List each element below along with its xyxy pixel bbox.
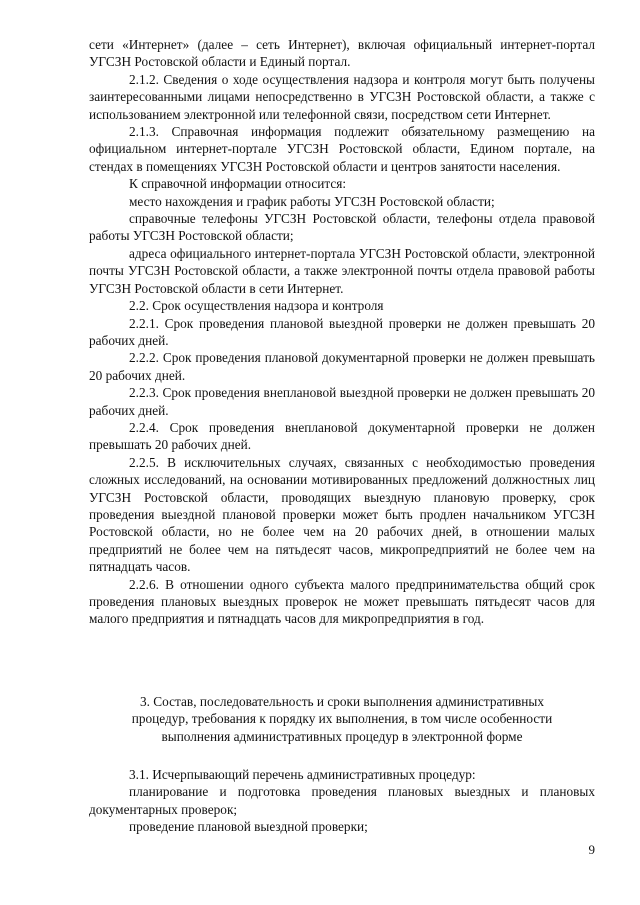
paragraph-location-schedule: место нахождения и график работы УГСЗН Ростовской области; bbox=[129, 193, 495, 209]
section-3-heading-line-2: процедур, требования к порядку их выполнения, в том числе особенности bbox=[131, 711, 553, 727]
paragraph-continuation: сети «Интернет» (далее – сеть Интернет), включая официальный интернет-портал УГСЗН Ростовской области и Единый портал. bbox=[89, 37, 595, 70]
paragraph-2-2: 2.2. Срок осуществления надзора и контроля bbox=[129, 298, 384, 314]
section-3-heading bbox=[89, 693, 595, 745]
document-body bbox=[89, 36, 595, 628]
paragraph-field-inspection: проведение плановой выездной проверки; bbox=[129, 819, 368, 835]
paragraph-2-2-4: 2.2.4. Срок проведения внеплановой документарной проверки не должен превышать 20 рабочих дней. bbox=[89, 419, 595, 453]
paragraph-2-2-1: 2.2.1. Срок проведения плановой выездной проверки не должен превышать 20 рабочих дней. bbox=[89, 315, 595, 348]
paragraph-2-1-2: 2.1.2. Сведения о ходе осуществления надзора и контроля могут быть получены заинтересованными лицами непосредственно в УГСЗН Ростовской области, а также с использованием электронной или телефонной связи, посредством сети Интернет. bbox=[89, 71, 595, 122]
paragraph-2-1-3: 2.1.3. Справочная информация подлежит обязательному размещению на официальном интернет-портале УГСЗН Ростовской области, Едином портале, на стендах в помещениях УГСЗН Ростовской области и центров занятости населения. bbox=[89, 124, 595, 174]
paragraph-2-2-3: 2.2.3. Срок проведения внеплановой выездной проверки не должен превышать 20 рабочих дней. bbox=[89, 385, 595, 418]
paragraph-reference-info-intro: К справочной информации относится: bbox=[129, 176, 347, 192]
paragraph-2-2-5: 2.2.5. В исключительных случаях, связанных с необходимостью проведения сложных исследований, на основании мотивированных предложений должностных лиц УГСЗН Ростовской области, проводящих выездную плановую проверку, срок проведения выездной плановой проверки может быть продлен начальником УГСЗН Ростовской области, но не более чем на 20 рабочих дней, в отношении малых предприятий не более чем на пятьдесят часов, микропредприятий не более чем на пятнадцать часов. bbox=[89, 454, 595, 575]
paragraph-addresses: адреса официального интернет-портала УГСЗН Ростовской области, электронной почты УГСЗН Ростовской области, а также электронной почты отдела правовой работы УГСЗН Ростовской области в сети Интернет. bbox=[89, 245, 595, 296]
section-3-heading-line-1: 3. Состав, последовательность и сроки выполнения административных bbox=[140, 694, 544, 709]
paragraph-2-2-2: 2.2.2. Срок проведения плановой документарной проверки не должен превышать 20 рабочих дней. bbox=[89, 350, 595, 383]
paragraph-planning: планирование и подготовка проведения плановых выездных и плановых документарных проверок; bbox=[89, 784, 595, 817]
paragraph-3-1: 3.1. Исчерпывающий перечень административных процедур: bbox=[129, 767, 476, 782]
paragraph-phones: справочные телефоны УГСЗН Ростовской области, телефоны отдела правовой работы УГСЗН Ростовской области; bbox=[89, 211, 595, 244]
section-3-heading-line-3: выполнения административных процедур в электронной форме bbox=[161, 728, 523, 744]
section-3-body bbox=[89, 766, 595, 836]
paragraph-2-2-6: 2.2.6. В отношении одного субъекта малого предпринимательства общий срок проведения плановых выездных проверок не может превышать пятьдесят часов для малого предприятия и пятнадцать часов для микропредприятия в год. bbox=[89, 576, 595, 627]
page-number: 9 bbox=[588, 842, 595, 857]
